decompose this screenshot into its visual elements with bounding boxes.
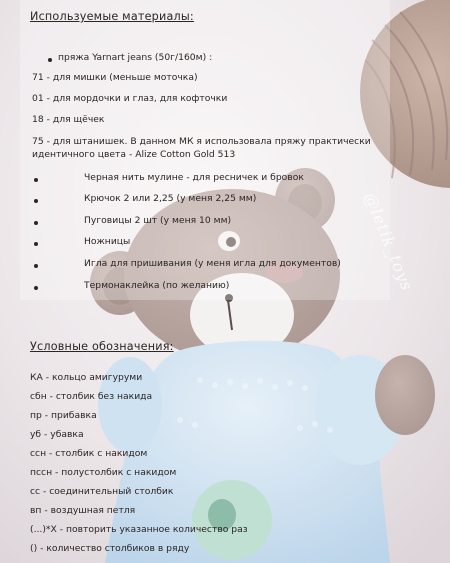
- legend-item: () - количество столбиков в ряду: [30, 543, 190, 554]
- yarn-color-item: 01 - для мордочки и глаз, для кофточки: [32, 93, 228, 104]
- legend-item: (...)*Х - повторить указанное количество раз: [30, 524, 248, 535]
- legend-item: пссн - полустолбик с накидом: [30, 467, 177, 478]
- legend-item: пр - прибавка: [30, 410, 97, 421]
- tool-item: Игла для пришивания (у меня игла для документов): [84, 258, 341, 269]
- legend-item: сбн - столбик без накида: [30, 391, 153, 402]
- watermark-text: @letik_toys: [360, 190, 418, 294]
- legend-item: сс - соединительный столбик: [30, 486, 174, 497]
- yarn-color-item: 71 - для мишки (меньше моточка): [32, 72, 198, 83]
- yarn-color-item: 18 - для щёчек: [32, 114, 105, 125]
- bullet-icon: [34, 286, 38, 290]
- bullet-icon: [34, 178, 38, 182]
- legend-item: КА - кольцо амигуруми: [30, 372, 143, 383]
- legend-item: вп - воздушная петля: [30, 505, 136, 516]
- legend-item: уб - убавка: [30, 429, 84, 440]
- yarn-title: пряжа Yarnart jeans (50г/160м) :: [58, 52, 213, 63]
- legend-heading: Условные обозначения:: [30, 340, 174, 353]
- legend-item: ссн - столбик с накидом: [30, 448, 148, 459]
- bullet-icon: [34, 221, 38, 225]
- tool-item: Ножницы: [84, 236, 131, 247]
- bullet-icon: [48, 58, 52, 62]
- tool-item: Термонаклейка (по желанию): [84, 280, 230, 291]
- tool-item: Черная нить мулине - для ресничек и бровок: [84, 172, 304, 183]
- tool-item: Пуговицы 2 шт (у меня 10 мм): [84, 215, 232, 226]
- bullet-icon: [34, 199, 38, 203]
- materials-heading: Используемые материалы:: [30, 10, 194, 23]
- yarn-color-item: 75 - для штанишек. В данном МК я использовала пряжу практически идентичного цвета - Alize Cotton Gold 513: [32, 136, 371, 161]
- bullet-icon: [34, 242, 38, 246]
- bullet-icon: [34, 264, 38, 268]
- tool-item: Крючок 2 или 2,25 (у меня 2,25 мм): [84, 193, 257, 204]
